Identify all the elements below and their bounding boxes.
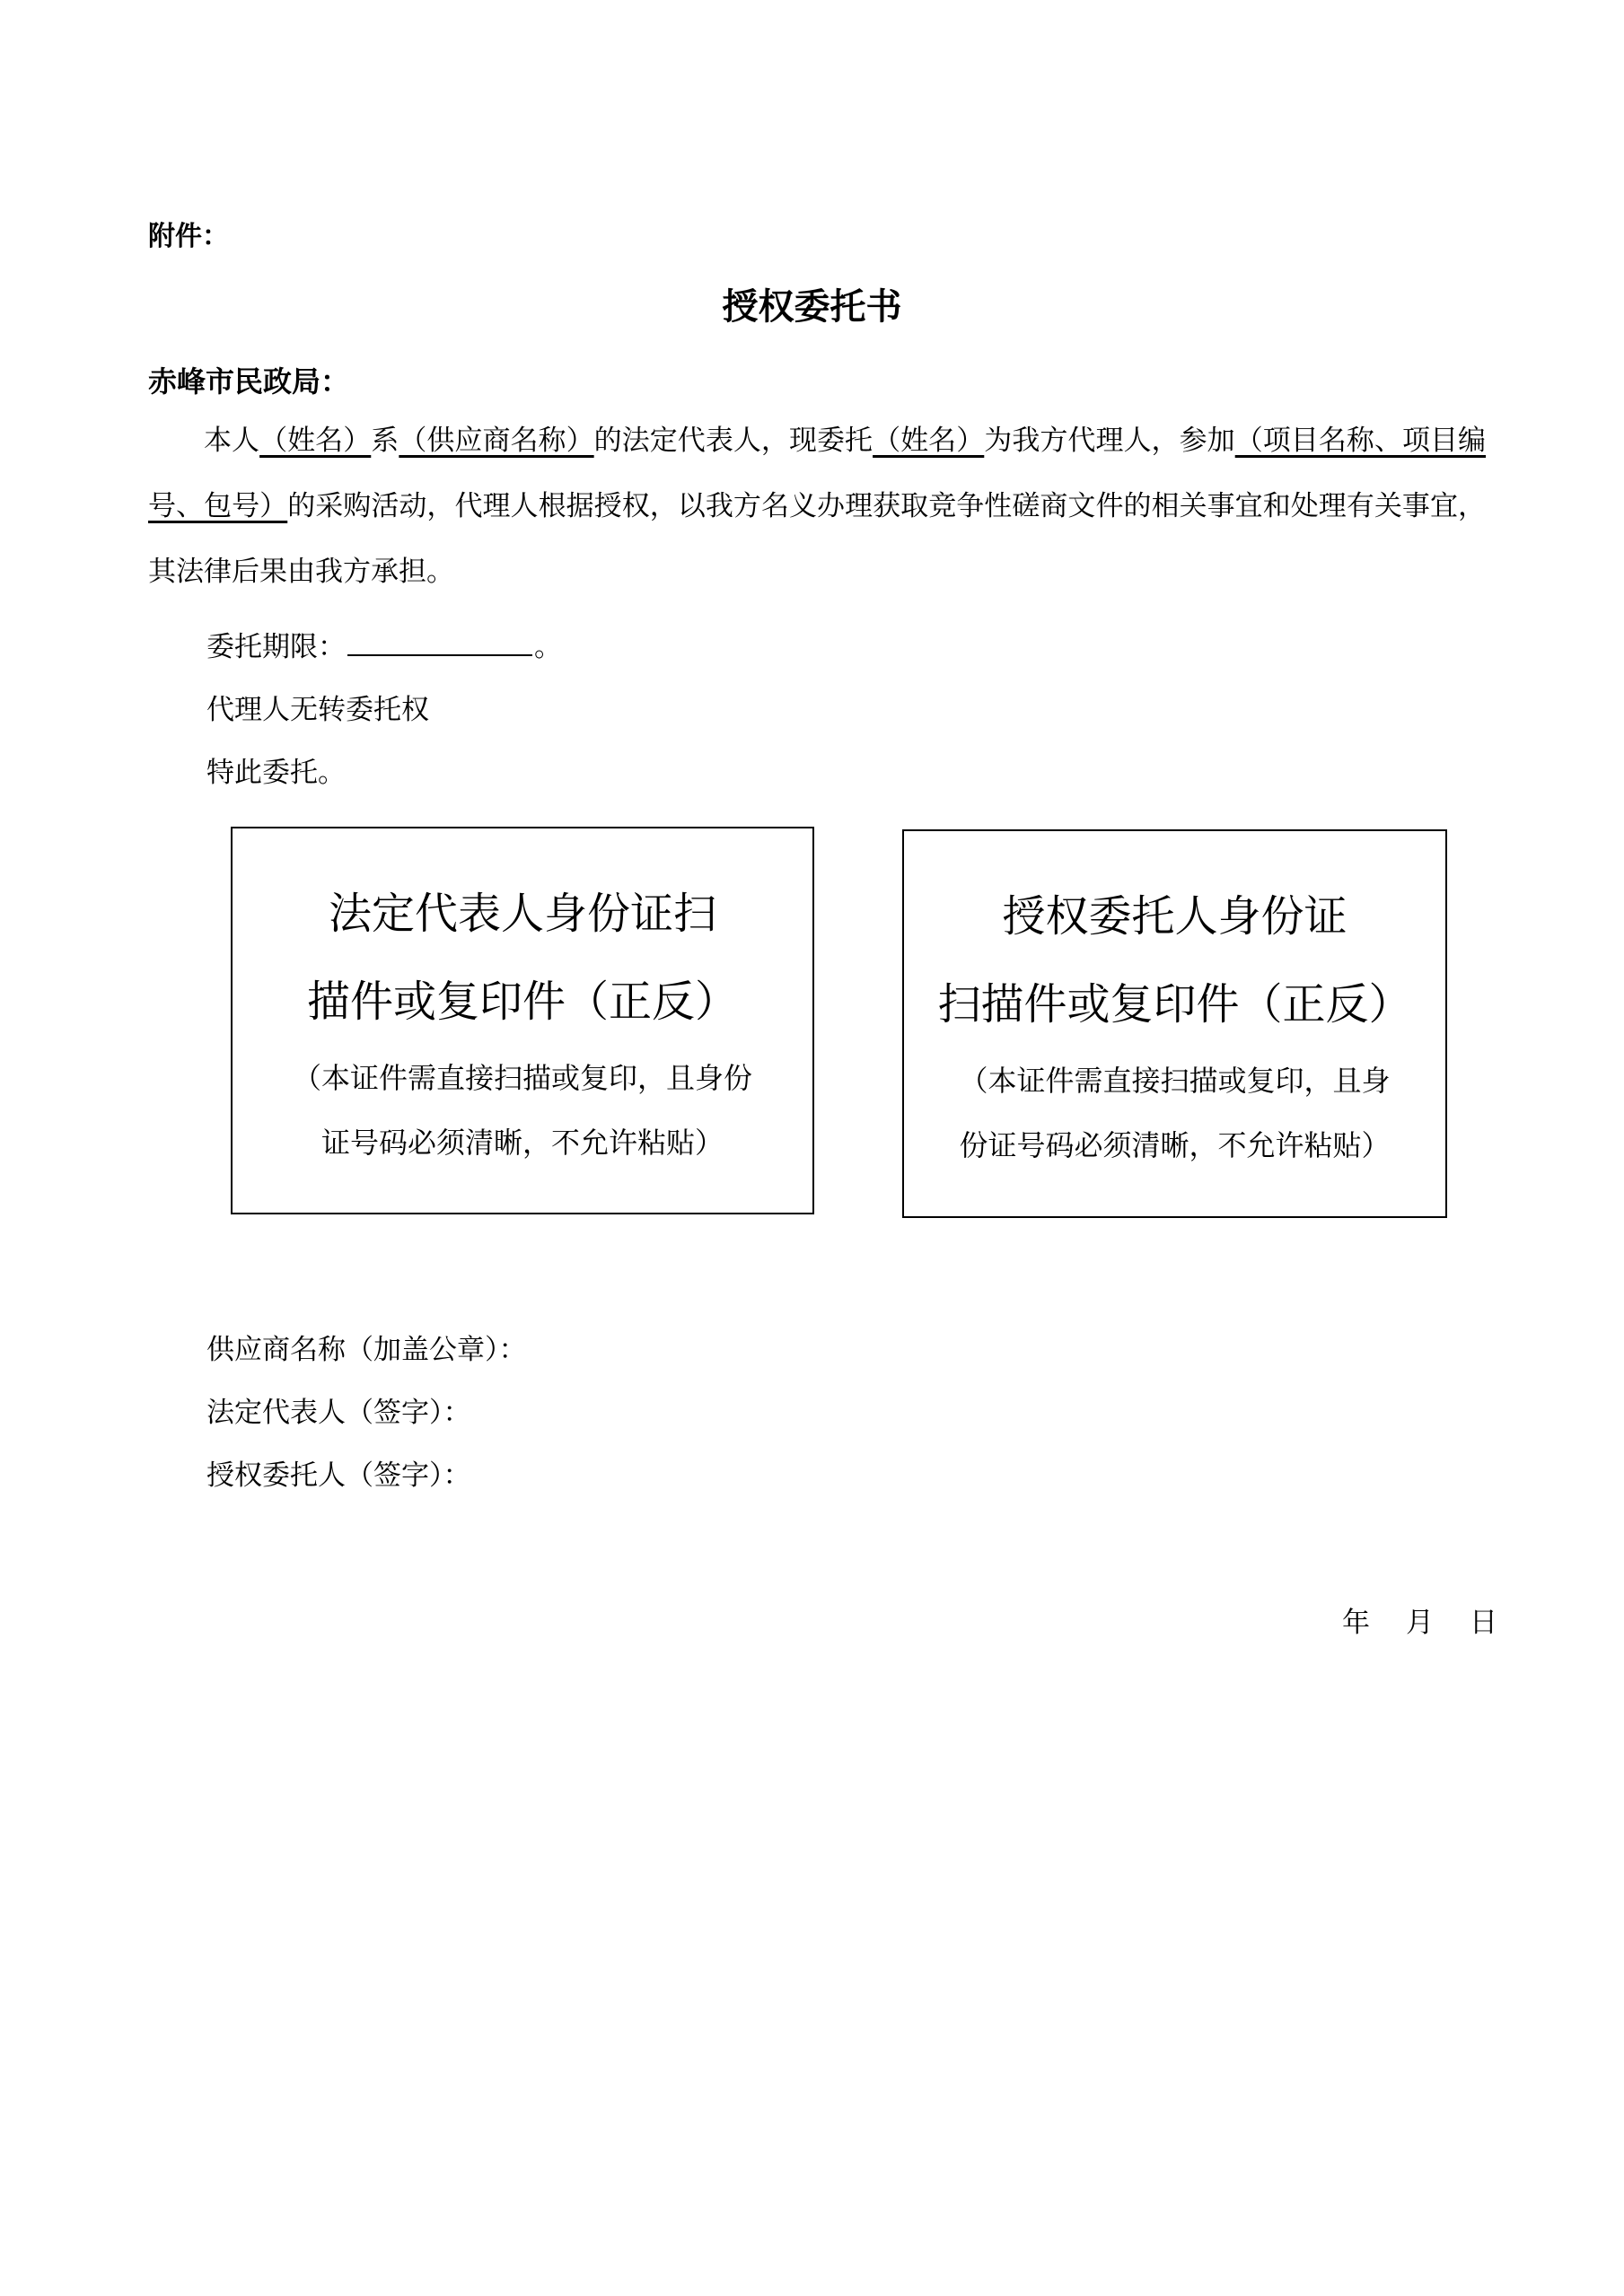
para-text-1: 本人 — [204, 425, 260, 457]
date-line — [1342, 1599, 1497, 1640]
date-month: 月 — [1406, 1607, 1434, 1639]
legal-rep-box-line4: 证号码必须清晰，不允许粘贴） — [320, 1126, 724, 1160]
term-blank — [347, 629, 532, 656]
legal-rep-signature-label: 法定代表人（签字）： — [206, 1397, 471, 1429]
para-text-2: 系 — [371, 425, 399, 457]
para-text-4: 为我方代理人，参加 — [984, 425, 1235, 457]
legal-rep-box-line1: 法定代表人身份证扫 — [328, 889, 716, 939]
authorization-paragraph — [148, 408, 1486, 605]
agent-id-box — [902, 829, 1447, 1218]
name-blank: （姓名） — [259, 425, 372, 457]
legal-rep-id-box — [231, 827, 814, 1214]
addressee: 赤峰市民政局： — [148, 364, 350, 399]
attachment-label: 附件： — [148, 221, 229, 252]
agent-name-blank: （姓名） — [873, 425, 985, 457]
no-subdelegation-text: 代理人无转委托权 — [206, 694, 429, 726]
para-text-3: 的法定代表人，现委托 — [593, 425, 873, 457]
document-title: 授权委托书 — [722, 286, 902, 328]
agent-signature-label: 授权委托人（签字）： — [206, 1459, 471, 1492]
term-end: 。 — [534, 631, 562, 663]
agent-box-line1: 授权委托人身份证 — [1002, 891, 1347, 942]
agent-box-line3: （本证件需直接扫描或复印，且身 — [959, 1064, 1391, 1098]
supplier-name-blank: （供应商名称） — [399, 425, 594, 457]
para-text-5: 的采购活动，代理人根据授权，以我方名义办理获取竞争性磋商文件的相关事宜和处理有关事宜，其法律后果由我方承担。 — [148, 490, 1487, 588]
term-label: 委托期限： — [206, 631, 346, 663]
agent-box-line2: 扫描件或复印件（正反） — [937, 979, 1412, 1030]
date-year: 年 — [1342, 1607, 1370, 1639]
legal-rep-box-line3: （本证件需直接扫描或复印，且身份 — [292, 1061, 752, 1095]
project-info-blank: （项目名称、项目编号、包号） — [148, 425, 1487, 522]
legal-rep-box-line2: 描件或复印件（正反） — [306, 977, 738, 1027]
term-line — [206, 624, 562, 664]
date-day: 日 — [1470, 1607, 1497, 1639]
supplier-seal-label: 供应商名称（加盖公章）： — [206, 1334, 527, 1366]
agent-box-line4: 份证号码必须清晰，不允许粘贴） — [959, 1128, 1391, 1162]
hereby-text: 特此委托。 — [206, 757, 346, 789]
